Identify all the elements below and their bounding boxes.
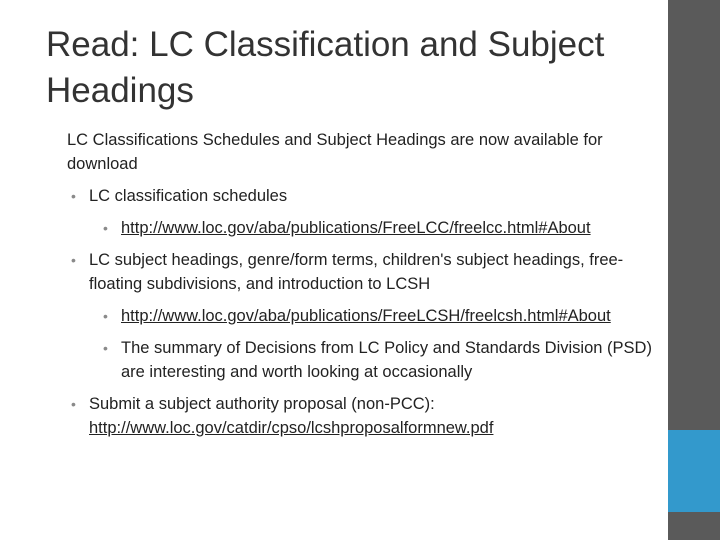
bullet-text: LC subject headings, genre/form terms, children's subject headings, free-floating subdivisions, and introduction to LCSH xyxy=(89,251,624,293)
sub-bullet-item xyxy=(67,336,662,384)
bullet-icon: • xyxy=(71,396,76,412)
bullet-item xyxy=(67,184,662,208)
sub-bullet-item xyxy=(67,304,662,328)
bullet-icon: • xyxy=(71,188,76,204)
bullet-item xyxy=(67,392,662,416)
lcsh-download-link[interactable]: http://www.loc.gov/aba/publications/FreeLCSH/freelcsh.html#About xyxy=(121,307,611,325)
sidebar-accent-block xyxy=(668,430,720,512)
slide-title: Read: LC Classification and Subject Headings xyxy=(46,25,605,110)
bullet-icon: • xyxy=(103,340,108,356)
bullet-text: The summary of Decisions from LC Policy and Standards Division (PSD) are interesting and worth looking at occasionally xyxy=(121,339,652,381)
intro-paragraph: LC Classifications Schedules and Subject Headings are now available for download xyxy=(67,131,603,173)
bullet-text: LC classification schedules xyxy=(89,187,288,205)
bullet-item xyxy=(67,248,662,296)
continuation-line xyxy=(67,416,662,440)
bullet-icon: • xyxy=(103,220,108,236)
bullet-icon: • xyxy=(103,308,108,324)
bullet-text: Submit a subject authority proposal (non-PCC): xyxy=(89,395,435,413)
bullet-icon: • xyxy=(71,252,76,268)
sub-bullet-item xyxy=(67,216,662,240)
lcc-download-link[interactable]: http://www.loc.gov/aba/publications/FreeLCC/freelcc.html#About xyxy=(121,219,591,237)
proposal-form-link[interactable]: http://www.loc.gov/catdir/cpso/lcshproposalformnew.pdf xyxy=(89,419,494,437)
slide-body xyxy=(67,128,662,448)
